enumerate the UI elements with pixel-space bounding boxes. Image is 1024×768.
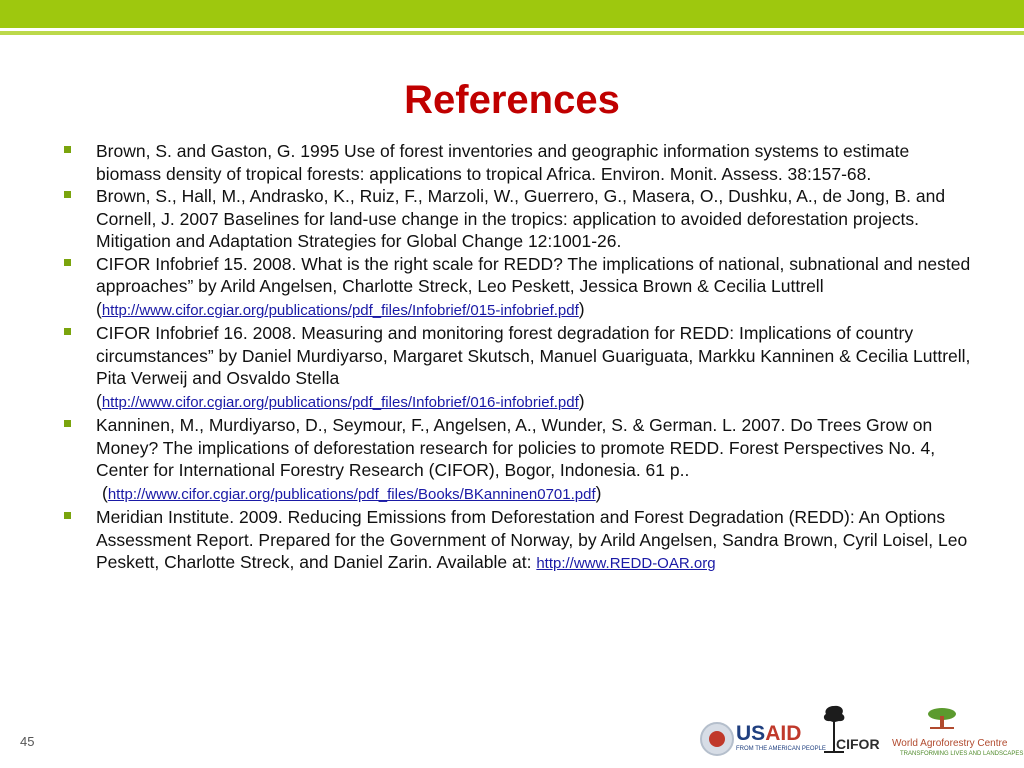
reference-item: Kanninen, M., Murdiyarso, D., Seymour, F., Angelsen, A., Wunder, S. & German. L. 2007. Do Trees Grow on Money? The implications of deforestation research for policies to promote REDD. Forest Perspectives No. 4, Center for International Forestry Research (CIFOR), Bogor, Indonesia. 61 p.. (http://www.cifor.cgiar.org/publications/pdf_files/Books/BKanninen0701.pdf): [64, 414, 976, 506]
square-bullet-icon: [64, 146, 71, 153]
usaid-seal-icon: [700, 722, 734, 756]
reference-text: CIFOR Infobrief 15. 2008. What is the right scale for REDD? The implications of national, subnational and nested approaches” by Arild Angelsen, Charlotte Streck, Leo Peskett, Jessica Brown & Cecilia Luttrell: [96, 253, 971, 296]
square-bullet-icon: [64, 512, 71, 519]
reference-text: Brown, S. and Gaston, G. 1995 Use of forest inventories and geographic information systems to estimate biomass density of tropical forests: applications to tropical Africa. Environ. Monit. Assess. 38:157-68.: [96, 141, 910, 184]
reference-item: CIFOR Infobrief 15. 2008. What is the right scale for REDD? The implications of national, subnational and nested approaches” by Arild Angelsen, Charlotte Streck, Leo Peskett, Jessica Brown & Cecilia Luttrell (http://www.cifor.cgiar.org/publications/pdf_files/Infobrief/015-infobrief.pdf): [64, 253, 976, 323]
agroforestry-tagline: TRANSFORMING LIVES AND LANDSCAPES: [900, 751, 1024, 757]
usaid-tagline: FROM THE AMERICAN PEOPLE: [736, 746, 826, 752]
page-number: 45: [20, 734, 35, 749]
logo-strip: [700, 700, 1024, 762]
reference-list: [64, 140, 976, 576]
square-bullet-icon: [64, 259, 71, 266]
agroforestry-logo: World Agroforestry Centre: [892, 738, 1008, 749]
reference-link[interactable]: http://www.REDD-OAR.org: [536, 555, 716, 572]
reference-text: Meridian Institute. 2009. Reducing Emissions from Deforestation and Forest Degradation (REDD): An Options Assessment Report. Prepared for the Government of Norway, by Arild Angelsen, Sandra Brown, Cyril Loisel, Leo Peskett, Charlotte Streck, and Daniel Zarin. Available at:: [96, 507, 968, 572]
usaid-logo: USAID: [736, 722, 802, 745]
reference-item: [64, 185, 976, 253]
top-accent-band: [0, 0, 1024, 28]
top-accent-line: [0, 31, 1024, 35]
square-bullet-icon: [64, 328, 71, 335]
reference-item: [64, 506, 976, 576]
reference-link[interactable]: http://www.cifor.cgiar.org/publications/pdf_files/Books/BKanninen0701.pdf: [107, 485, 596, 503]
reference-link[interactable]: http://www.cifor.cgiar.org/publications/pdf_files/Infobrief/015-infobrief.pdf: [101, 301, 579, 319]
reference-item: [64, 140, 976, 185]
square-bullet-icon: [64, 420, 71, 427]
cifor-logo: CIFOR: [836, 736, 880, 752]
reference-item: CIFOR Infobrief 16. 2008. Measuring and monitoring forest degradation for REDD: Implications of country circumstances” by Daniel Murdiyarso, Margaret Skutsch, Manuel Guariguata, Markku Kanninen & Cecilia Luttrell, Pita Verweij and Osvaldo Stella (http://www.cifor.cgiar.org/publications/pdf_files/Infobrief/016-infobrief.pdf): [64, 322, 976, 414]
square-bullet-icon: [64, 191, 71, 198]
reference-text: Kanninen, M., Murdiyarso, D., Seymour, F., Angelsen, A., Wunder, S. & German. L. 2007. Do Trees Grow on Money? The implications of deforestation research for policies to promote REDD. Forest Perspectives No. 4, Center for International Forestry Research (CIFOR), Bogor, Indonesia. 61 p..: [96, 415, 936, 480]
agroforestry-tree-icon: [922, 706, 962, 730]
reference-link[interactable]: http://www.cifor.cgiar.org/publications/pdf_files/Infobrief/016-infobrief.pdf: [101, 393, 579, 411]
slide-title: References: [404, 78, 620, 122]
reference-text: CIFOR Infobrief 16. 2008. Measuring and monitoring forest degradation for REDD: Implications of country circumstances” by Daniel Murdiyarso, Margaret Skutsch, Manuel Guariguata, Markku Kanninen & Cecilia Luttrell, Pita Verweij and Osvaldo Stella: [96, 323, 971, 388]
reference-text: Brown, S., Hall, M., Andrasko, K., Ruiz, F., Marzoli, W., Guerrero, G., Masera, O., Dushku, A., de Jong, B. and Cornell, J. 2007 Baselines for land-use change in the tropics: application to avoided deforestation projects. Mitigation and Adaptation Strategies for Global Change 12:1001-26.: [96, 186, 946, 251]
